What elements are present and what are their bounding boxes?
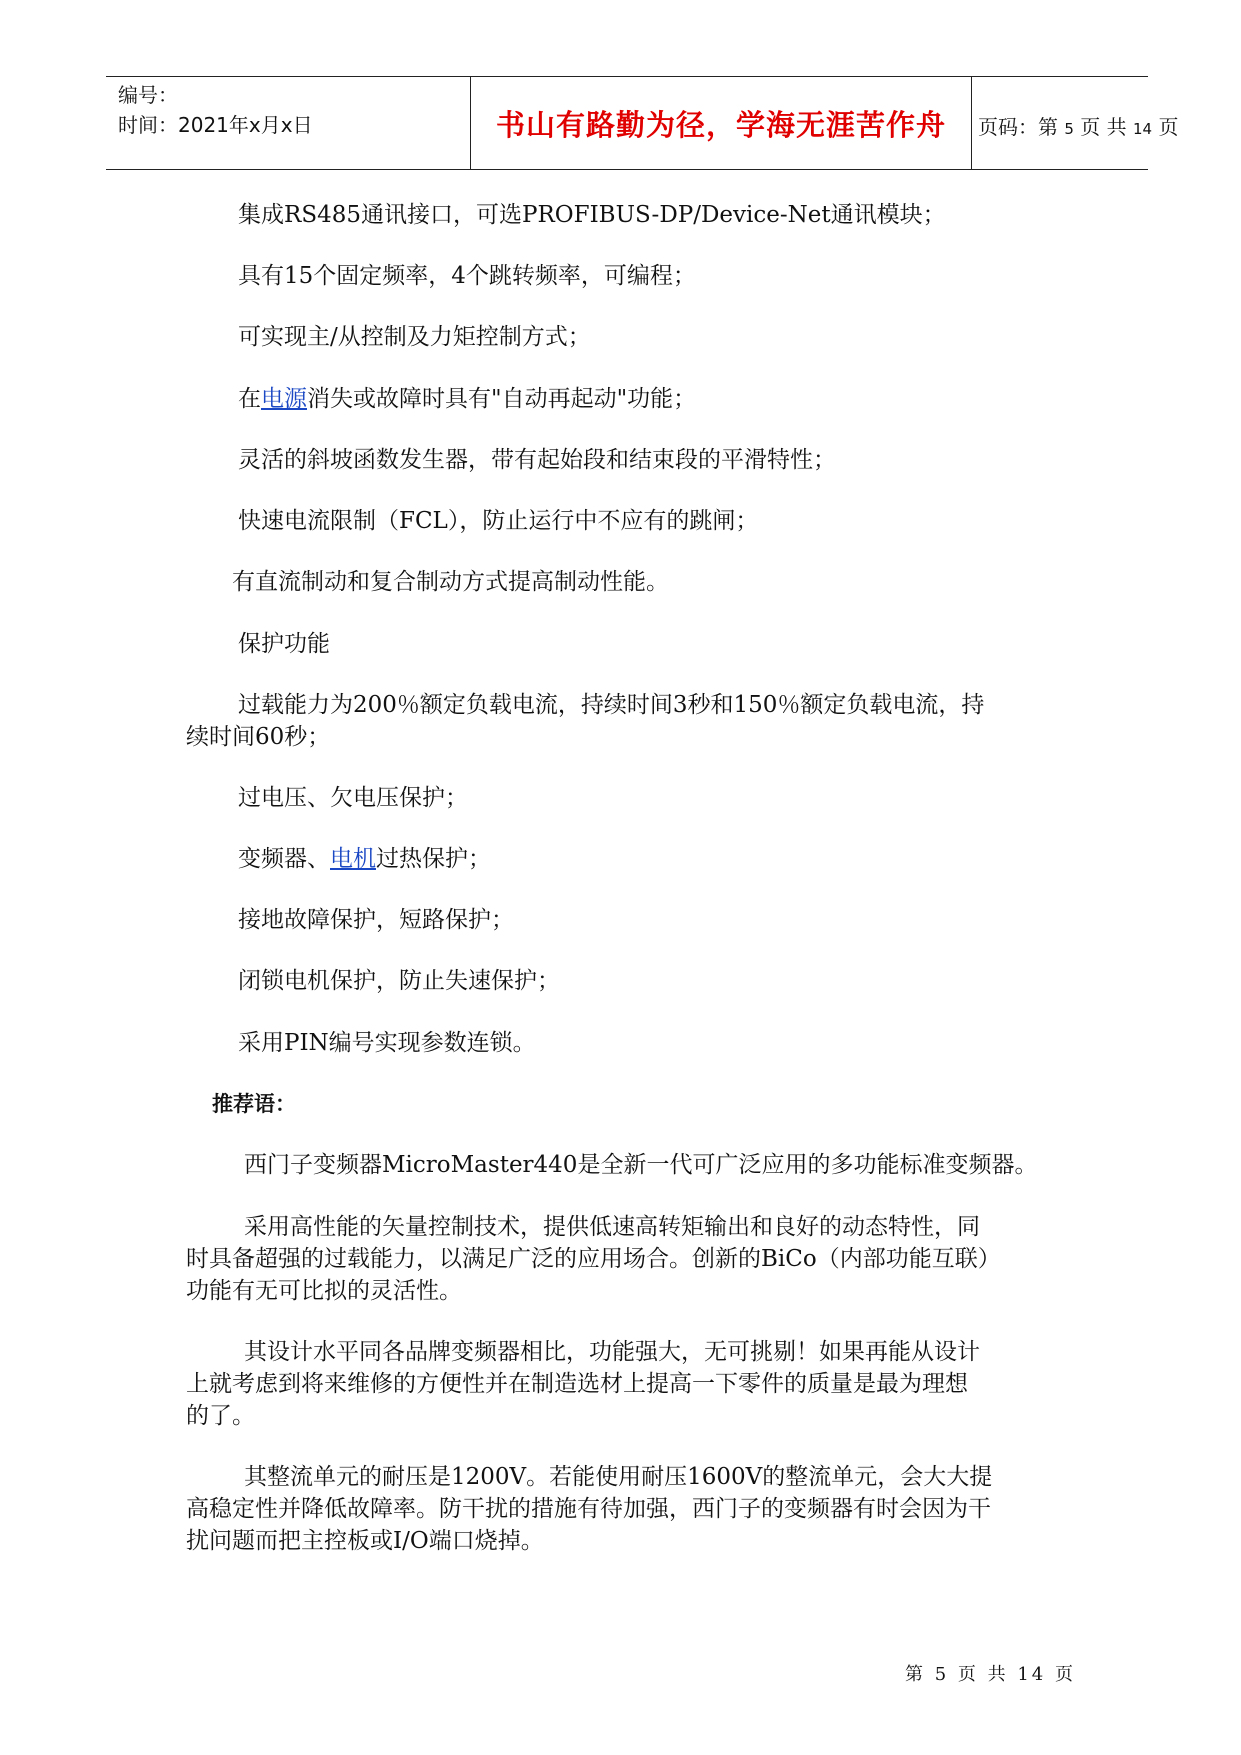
header-motto: 书山有路勤为径，学海无涯苦作舟 <box>495 108 946 142</box>
recommend-rectifier-line2: 高稳定性并降低故障率。防干扰的措施有待加强，西门子的变频器有时会因为干 <box>186 1496 991 1522</box>
protection-pin-lock: 采用PIN编号实现参数连锁。 <box>238 1030 536 1056</box>
recommend-rectifier-line1: 其整流单元的耐压是1200V。若能使用耐压1600V的整流单元，会大大提 <box>244 1464 993 1490</box>
power-supply-link[interactable]: 电源 <box>261 386 307 412</box>
protection-voltage: 过电压、欠电压保护； <box>238 785 468 811</box>
page-footer: 第 5 页 共 14 页 <box>905 1664 1076 1685</box>
protection-overload-line1: 过载能力为200％额定负载电流，持续时间3秒和150％额定负载电流，持 <box>238 692 985 718</box>
header-page-number: 页码：第 5 页 共 14 页 <box>978 115 1179 139</box>
protection-heading: 保护功能 <box>238 631 330 657</box>
header-motto-cell <box>470 77 972 169</box>
feature-rs485: 集成RS485通讯接口，可选PROFIBUS-DP/Device-Net通讯模块； <box>238 202 946 228</box>
feature-ramp-generator: 灵活的斜坡函数发生器，带有起始段和结束段的平滑特性； <box>238 447 836 473</box>
recommend-design-line1: 其设计水平同各品牌变频器相比，功能强大，无可挑剔！如果再能从设计 <box>244 1339 980 1365</box>
recommend-heading: 推荐语： <box>212 1092 296 1116</box>
recommend-vector-line1: 采用高性能的矢量控制技术，提供低速高转矩输出和良好的动态特性，同 <box>244 1214 980 1240</box>
recommend-design-line3: 的了。 <box>186 1403 255 1429</box>
recommend-vector-line2: 时具备超强的过载能力，以满足广泛的应用场合。创新的BiCo（内部功能互联） <box>186 1246 1001 1272</box>
recommend-vector-line3: 功能有无可比拟的灵活性。 <box>186 1278 462 1304</box>
document-time-label: 时间：2021年x月x日 <box>118 113 313 137</box>
recommend-rectifier-line3: 扰问题而把主控板或I/O端口烧掉。 <box>186 1528 544 1554</box>
page-header <box>106 76 1179 170</box>
protection-overload-line2: 续时间60秒； <box>186 724 331 750</box>
feature-dc-braking: 有直流制动和复合制动方式提高制动性能。 <box>232 569 669 595</box>
document-number-label: 编号： <box>118 83 178 107</box>
feature-fixed-frequencies: 具有15个固定频率，4个跳转频率，可编程； <box>238 263 696 289</box>
recommend-design-line2: 上就考虑到将来维修的方便性并在制造选材上提高一下零件的质量是最为理想 <box>186 1371 968 1397</box>
protection-ground-fault: 接地故障保护，短路保护； <box>238 907 514 933</box>
protection-overheat: 变频器、电机过热保护； <box>238 846 491 872</box>
feature-auto-restart: 在电源消失或故障时具有"自动再起动"功能； <box>238 386 697 412</box>
header-left-cell <box>118 77 470 169</box>
motor-link[interactable]: 电机 <box>330 846 376 872</box>
feature-master-slave: 可实现主/从控制及力矩控制方式； <box>238 324 591 350</box>
feature-fcl: 快速电流限制（FCL），防止运行中不应有的跳闸； <box>238 508 759 534</box>
recommend-intro: 西门子变频器MicroMaster440是全新一代可广泛应用的多功能标准变频器。 <box>244 1152 1038 1178</box>
header-page-cell <box>972 77 1179 169</box>
protection-stall: 闭锁电机保护，防止失速保护； <box>238 968 560 994</box>
